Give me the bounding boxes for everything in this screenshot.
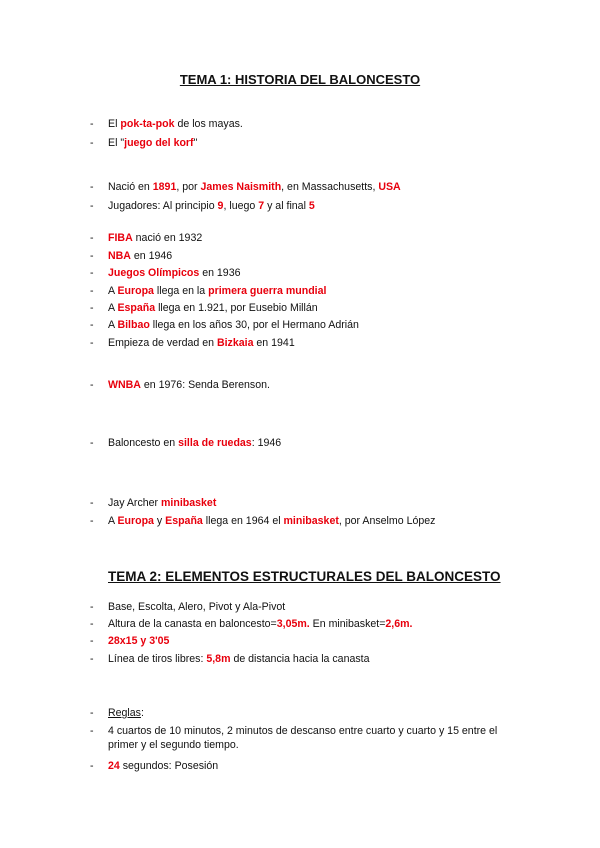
list-item-text xyxy=(108,759,528,773)
text-fragment: en 1936 xyxy=(199,267,241,279)
text-fragment: El xyxy=(108,118,121,130)
bullet-dash: - xyxy=(90,337,94,349)
highlighted-term: minibasket xyxy=(161,497,217,509)
section-title-tema-2: TEMA 2: ELEMENTOS ESTRUCTURALES DEL BALONCESTO xyxy=(108,569,501,584)
highlighted-term: Europa xyxy=(117,285,154,297)
text-fragment: : 1946 xyxy=(251,437,282,449)
text-fragment: 4 cuartos de 10 minutos, 2 minutos de descanso entre cuarto y cuarto y 15 entre el primer y el segundo tiempo. xyxy=(108,725,498,751)
highlighted-term: Juegos Olímpicos xyxy=(108,267,200,279)
list-item-text xyxy=(108,318,528,332)
bullet-dash: - xyxy=(90,137,94,149)
text-fragment: Línea de tiros libres: xyxy=(108,653,207,665)
text-fragment: de distancia hacia la canasta xyxy=(230,653,370,665)
bullet-dash: - xyxy=(90,285,94,297)
bullet-dash: - xyxy=(90,725,94,737)
text-fragment: Jay Archer xyxy=(108,497,161,509)
text-fragment: llega en los años 30, por el Hermano Adrián xyxy=(149,319,359,331)
list-item-text xyxy=(108,378,528,392)
list-item-text xyxy=(108,496,528,510)
highlighted-term: NBA xyxy=(108,250,131,262)
text-fragment: Altura de la canasta en baloncesto= xyxy=(108,618,277,630)
list-item-text xyxy=(108,436,528,450)
text-fragment: El " xyxy=(108,137,125,149)
list-item-text xyxy=(108,117,528,131)
text-fragment: Jugadores: Al principio xyxy=(108,200,218,212)
list-item-text xyxy=(108,266,528,280)
list-item-text xyxy=(108,199,528,213)
highlighted-term: España xyxy=(165,515,203,527)
list-item-text xyxy=(108,706,528,720)
bullet-dash: - xyxy=(90,437,94,449)
bullet-dash: - xyxy=(90,379,94,391)
highlighted-term: 5,8m xyxy=(206,653,231,665)
text-fragment: A xyxy=(108,515,118,527)
text-fragment: en 1976: Senda Berenson. xyxy=(140,379,270,391)
bullet-dash: - xyxy=(90,618,94,630)
list-item-text xyxy=(108,652,528,666)
text-fragment: llega en 1964 el xyxy=(202,515,284,527)
text-fragment: A xyxy=(108,319,118,331)
text-fragment: Base, Escolta, Alero, Pivot y Ala-Pivot xyxy=(108,601,286,613)
bullet-dash: - xyxy=(90,232,94,244)
list-item-text xyxy=(108,136,528,150)
highlighted-term: minibasket xyxy=(283,515,339,527)
highlighted-term: Bizkaia xyxy=(216,337,254,349)
list-item-text xyxy=(108,301,528,315)
underlined-text: Reglas xyxy=(108,707,141,719)
highlighted-term: 24 xyxy=(108,760,120,772)
list-item-text xyxy=(108,600,528,614)
bullet-dash: - xyxy=(90,601,94,613)
list-item-text xyxy=(108,284,528,298)
highlighted-term: 1891 xyxy=(152,181,177,193)
highlighted-term: 3,05m. xyxy=(276,618,310,630)
text-fragment: y al final xyxy=(264,200,309,212)
text-fragment: A xyxy=(108,285,118,297)
highlighted-term: pok-ta-pok xyxy=(120,118,175,130)
list-item-text xyxy=(108,180,528,194)
highlighted-term: primera guerra mundial xyxy=(208,285,327,297)
bullet-dash: - xyxy=(90,267,94,279)
text-fragment: Baloncesto en xyxy=(108,437,179,449)
text-fragment: Empieza de verdad en xyxy=(108,337,217,349)
section-title-tema-1: TEMA 1: HISTORIA DEL BALONCESTO xyxy=(179,72,421,87)
highlighted-term: FIBA xyxy=(108,232,133,244)
text-fragment: en 1941 xyxy=(253,337,295,349)
highlighted-term: Europa xyxy=(117,515,154,527)
highlighted-term: silla de ruedas xyxy=(178,437,252,449)
text-fragment: , en Massachusetts, xyxy=(281,181,379,193)
list-item-text xyxy=(108,336,528,350)
highlighted-term: 7 xyxy=(258,200,265,212)
list-item-text xyxy=(108,617,528,631)
highlighted-term: 28x15 y 3'05 xyxy=(108,635,170,647)
bullet-dash: - xyxy=(90,653,94,665)
bullet-dash: - xyxy=(90,760,94,772)
highlighted-term: juego del korf xyxy=(124,137,194,149)
bullet-dash: - xyxy=(90,515,94,527)
highlighted-term: 9 xyxy=(217,200,224,212)
text-fragment: llega en 1.921, por Eusebio Millán xyxy=(155,302,318,314)
highlighted-term: Bilbao xyxy=(117,319,150,331)
bullet-dash: - xyxy=(90,302,94,314)
text-fragment: en 1946 xyxy=(130,250,173,262)
highlighted-term: 5 xyxy=(308,200,315,212)
list-item-text xyxy=(108,514,528,528)
text-fragment: de los mayas. xyxy=(174,118,243,130)
bullet-dash: - xyxy=(90,200,94,212)
text-fragment: , por Anselmo López xyxy=(338,515,436,527)
highlighted-term: España xyxy=(117,302,156,314)
text-fragment: nació en 1932 xyxy=(132,232,203,244)
list-item-text xyxy=(108,724,528,752)
bullet-dash: - xyxy=(90,181,94,193)
bullet-dash: - xyxy=(90,497,94,509)
list-item-text xyxy=(108,634,528,648)
text-fragment: " xyxy=(193,137,198,149)
list-item-text xyxy=(108,249,528,263)
text-fragment: , por xyxy=(176,181,201,193)
text-fragment: , luego xyxy=(223,200,259,212)
text-fragment: Nació en xyxy=(108,181,153,193)
bullet-dash: - xyxy=(90,118,94,130)
bullet-dash: - xyxy=(90,635,94,647)
text-fragment: llega en la xyxy=(153,285,209,297)
text-fragment: En minibasket= xyxy=(309,618,386,630)
highlighted-term: James Naismith xyxy=(200,181,282,193)
list-item-text xyxy=(108,231,528,245)
highlighted-term: 2,6m. xyxy=(385,618,413,630)
text-fragment: A xyxy=(108,302,118,314)
bullet-dash: - xyxy=(90,319,94,331)
text-fragment: segundos: Posesión xyxy=(119,760,219,772)
highlighted-term: USA xyxy=(378,181,401,193)
text-fragment: : xyxy=(140,707,144,719)
bullet-dash: - xyxy=(90,707,94,719)
text-fragment: y xyxy=(153,515,166,527)
highlighted-term: WNBA xyxy=(108,379,141,391)
bullet-dash: - xyxy=(90,250,94,262)
